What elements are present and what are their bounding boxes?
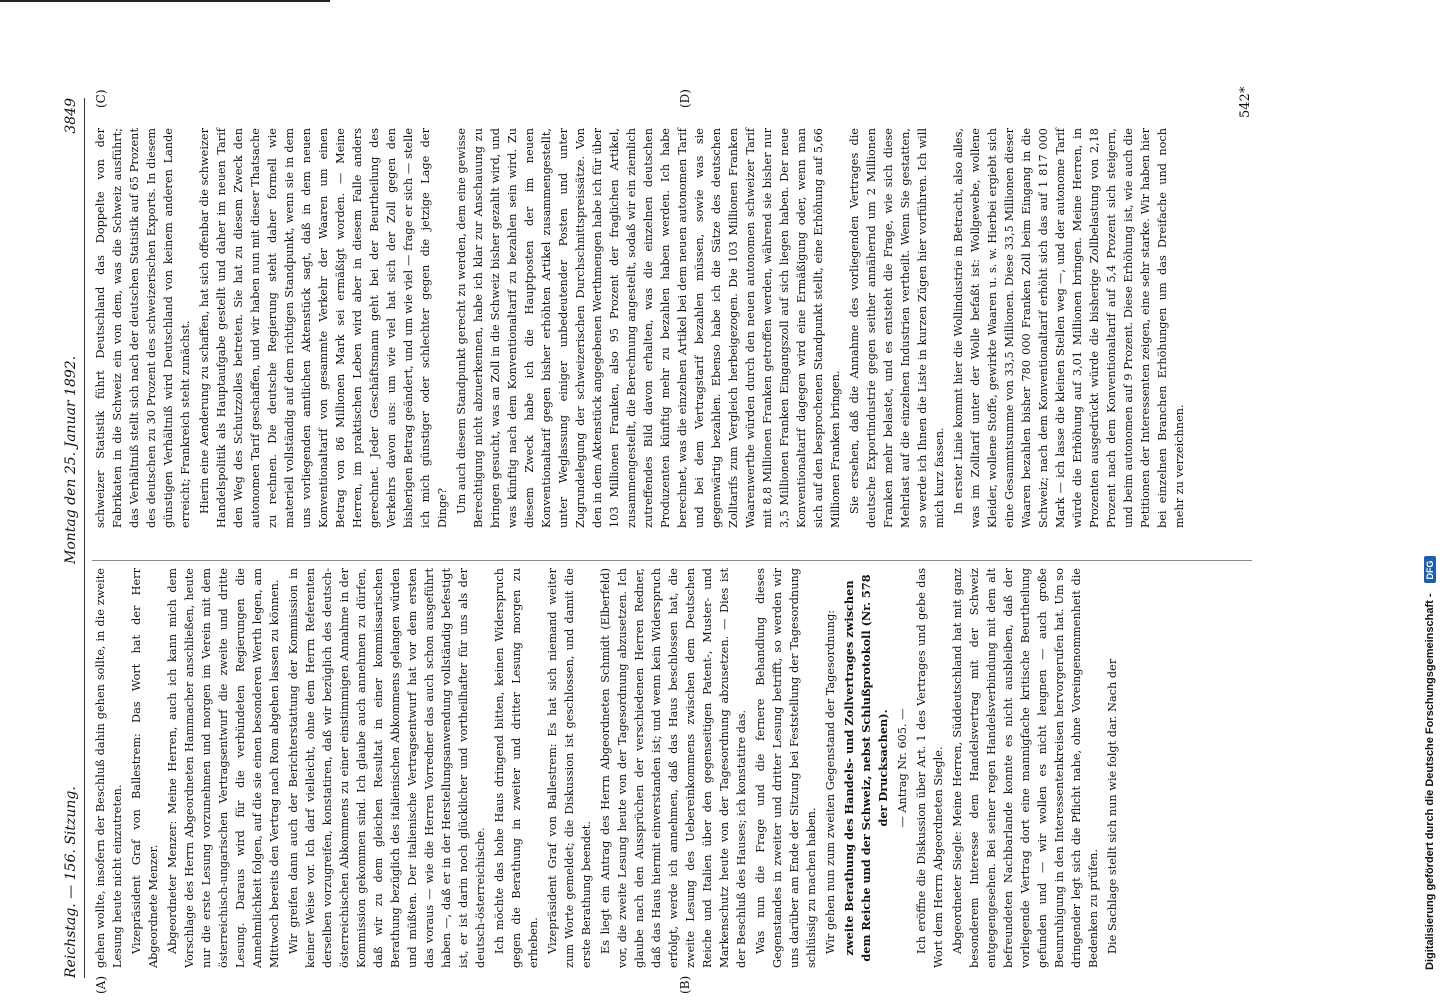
paragraph: schweizer Statistik führt Deutschland das Doppelte von der Fabrikaten in die Schweiz ein von dem, was die Schweiz ausführt; das Verhältniß stellt sich nach der deutschen Statistik auf 65 Prozent des deutschen zu 30 Prozent des schweizerischen Exports. In diesem günstigen Verhältniß wird Deutschland von keinem anderen Lande erreicht; Frankreich steht zunächst. (94, 128, 192, 528)
paragraph: Die Sachlage stellt sich nun wie folgt dar. Nach der (1106, 658, 1119, 954)
paragraph: Vizepräsident Graf von Ballestrem: Das Wort hat der Herr Abgeordnete Menzer. (130, 568, 160, 968)
paragraph: Es liegt ein Antrag des Herrn Abgeordneten Schmidt (Elberfeld) vor, die zweite Lesung heute von der Tagesordnung abzusetzen. Ich glaube nach den Aussprüchen der verschiedenen Herren Redner, daß das Haus hiermit einverstanden ist; und wenn kein Widerspruch erfolgt, werde ich annehmen, daß das Haus beschlossen hat, die zweite Lesung des Uebereinkommens zwischen dem Deutschen Reiche und Italien über den gegenseitigen Patent-, Muster- und Markenschutz heute von der Tagesordnung abzusetzen. — Dies ist der Beschluß des Hauses; ich konstatire das. (599, 568, 748, 968)
paragraph: Abgeordneter Siegle: Meine Herren, Süddeutschland hat mit ganz besonderem Interesse dem Handelsvertrag mit der Schweiz entgegengesehen. Bei seiner regen Handelsverbindung mit dem alt befreundeten Nachbarlande konnte es nicht ausbleiben, daß der vorliegende Vertrag dort eine mannigfache kritische Beurtheilung gefunden und — wir wollen es nicht leugnen — auch große Beunruhigung in den Interessentenkreisen hervorgerufen hat. Um so dringender legt sich die Pflicht nahe, ohne Voreingenommenheit die Bedenken zu prüfen. (951, 568, 1100, 968)
paragraph: Hierin eine Aenderung zu schaffen, hat sich offenbar die schweizer Handelspolitik als Hauptaufgabe gestellt und daher im neuen Tarif den Weg des Schutzzolles betreten. Sie hat zu diesem Zweck den autonomen Tarif geschaffen, und wir haben nun mit dieser Thatsache zu rechnen. Die deutsche Regierung steht daher formell wie materiell vollständig auf dem richtigen Standpunkt, wenn sie in dem uns vorliegenden amtlichen Aktenstück sagt, daß in dem neuen Konventionaltarif von gesammte Verkehr der Waaren um einen Betrag von 86 Millionen Mark sei ermäßigt worden. — Meine Herren, im praktischen Leben wird aber in diesem Falle anders gerechnet. Jeder Geschäftsmann geht bei der Beurtheilung des Verkehrs davon aus: um wie viel hat sich der Zoll gegen den bisherigen Betrag geändert, und um wie viel — frage er sich — stelle ich mich günstiger oder schlechter gegen die jetzige Lage der Dinge? (198, 128, 449, 528)
paragraph: In erster Linie kommt hier die Wollindustrie in Betracht, also alles, was im Zolltarif unter der Wolle befaßt ist: Wollgewebe, wollene Kleider, wollene Stoffe, gewirkte Waaren u. s. w. Hierbei ergiebt sich eine Gesammtsumme von 33,5 Millionen. Diese 33,5 Millionen dieser Waaren bezahlen bisher 780 000 Franken Zoll beim Eingang in die Schweiz; nach dem Konventionaltarif erhöht sich das auf 1 817 000 Mark — ich lasse die kleinen Stellen weg —, und der autonome Tarif würde die Erhöhung auf 3,01 Millionen bringen. Meine Herren, in Prozenten ausgedrückt würde die bisherige Zollbelastung von 2,18 Prozent nach dem Konventionaltarif auf 5,4 Prozent sich steigern, und beim autonomen auf 9 Prozent. Diese Erhöhung ist, wie auch die Petitionen der Interessenten zeigen, eine sehr starke. Wir haben hier bei einzelnen Branchen Erhöhungen um das Dreifache und noch mehr zu verzeichnen. (952, 128, 1186, 528)
agenda-heading: zweite Berathung des Handels- und Zollvertrages zwischen dem Reiche und der Schweiz, nebst Schlußprotokoll (Nr. 578 der Drucksachen). (842, 574, 890, 962)
margin-marker-b: (B) (678, 975, 692, 994)
margin-marker-a: (A) (94, 975, 108, 994)
column-divider (92, 560, 1252, 561)
page-number: 3849 (63, 98, 79, 134)
signature-number: 542* (1238, 86, 1253, 118)
dfg-logo: DFG (1424, 556, 1436, 583)
paragraph: Ich eröffne die Diskussion über Art. 1 des Vertrages und gebe das Wort dem Herrn Abgeordneten Siegle. (915, 568, 945, 968)
top-rule (0, 0, 330, 2)
paragraph: Abgeordneter Menzer: Meine Herren, auch ich kann mich dem Vorschlage des Herrn Abgeordneten Hammacher anschließen, heute nur die erste Lesung vorzunehmen und morgen im Verein mit dem österreichisch-ungarischen Vertragsentwurf die zweite und dritte Lesung. Daraus wird für die verbündeten Regierungen die Annehmlichkeit folgen, auf die sie einen besonderen Werth legen, am Mittwoch bereits den Vertrag nach Rom abgehen lassen zu können. (166, 568, 281, 968)
rotated-page-content (58, 78, 1313, 998)
header-center: Montag den 25. Januar 1892. (63, 355, 79, 565)
agenda-note: — Antrag Nr. 605. — (896, 708, 909, 828)
credit-text: Digitalisierung gefördert durch die Deutsche Forschungsgemeinschaft - (1424, 593, 1436, 970)
running-header (58, 98, 85, 978)
paragraph: Sie ersehen, daß die Annahme des vorliegenden Vertrages die deutsche Exportindustrie gegen seither annähernd um 2 Millionen Franken mehr belastet, und es entsteht die Frage, wie sich diese Mehrlast auf die einzelnen Industrien vertheilt. Wenn Sie gestatten, so werde ich Ihnen die Liste in kurzen Zügen hier vorführen. Ich will mich kurz fassen. (848, 128, 946, 528)
paragraph: Ich möchte das hohe Haus dringend bitten, keinen Widerspruch gegen die Berathung in zweiter und dritter Lesung morgen zu erheben. (493, 568, 540, 968)
right-column (92, 128, 1292, 528)
margin-marker-d: (D) (678, 89, 692, 108)
margin-marker-c: (C) (94, 89, 108, 108)
scanned-page (58, 58, 1318, 998)
paragraph: Wir greifen dann auch der Berichterstattung der Kommission in keiner Weise vor. Ich darf vielleicht, ohne dem Herrn Referenten derselben vorzugreifen, konstatiren, daß wir bezüglich des deutsch-österreichischen Abkommens zu einer einstimmigen Annahme in der Kommission gekommen sind. Ich glaube auch annehmen zu dürfen, daß wir zu dem gleichen Resultat in einer kommissarischen Berathung bezüglich des italienischen Abkommens gelangen würden und müßten. Der italienische Vertragsentwurf hat vor dem ersten das voraus — wie die Herren Vorredner das auch schon ausgeführt haben —, daß er in der Herstellungsanwendung vollständig befestigt ist, er ist darin noch glücklicher und vortheilhafter für uns als der deutsch-österreichische. (287, 568, 487, 968)
paragraph: gehen wollte, insofern der Beschluß dahin gehen sollte, in die zweite Lesung heute nicht einzutreten. (94, 568, 124, 968)
paragraph: Um auch diesem Standpunkt gerecht zu werden, dem eine gewisse Berechtigung nicht abzuerkennen, habe ich klar zur Anschauung zu bringen gesucht, was an Zoll in die Schweiz bisher gezahlt wird, und was künftig nach dem Konventionaltarif zu bezahlen sein wird. Zu diesem Zweck habe ich die Hauptposten der im neuen Konventionaltarif gegen bisher erhöhten Artikel zusammengestellt, unter Weglassung einiger unbedeutender Posten und unter Zugrundelegung der schweizerischen Durchschnittspreissätze. Von den in dem Aktenstück angegebenen Werthmengen habe ich für über 103 Millionen Franken, also 95 Prozent der fraglichen Artikel, zusammengestellt, die Berechnung angestellt, sodaß wir ein ziemlich zutreffendes Bild davon erhalten, was die einzelnen deutschen Produzenten künftig mehr zu bezahlen haben werden. Ich habe berechnet, was die einzelnen Artikel bei dem neuen autonomen Tarif und bei dem Vertragstarif bezahlen müssen, sowie was sie gegenwärtig bezahlen. Ebenso habe ich die Sätze des deutschen Zolltarifs zum Vergleich herbeigezogen. Die 103 Millionen Franken Waarenwerthe würden durch den neuen autonomen schweizer Tarif mit 8,8 Millionen Franken getroffen werden, während sie bisher nur 3,5 Millionen Franken Eingangszoll auf sich liegen haben. Der neue Konventionaltarif dagegen wird eine Ermäßigung oder, wenn man sich auf den besprochenen Standpunkt stellt, eine Erhöhung auf 5,66 Millionen Franken bringen. (455, 128, 842, 528)
header-left: Reichstag. — 156. Sitzung. (63, 786, 79, 978)
left-column (92, 568, 1292, 968)
paragraph: Was nun die Frage und die fernere Behandlung dieses Gegenstandes in zweiter und dritter Lesung betrifft, so werden wir uns darüber am Ende der Sitzung bei Feststellung der Tagesordnung schlüssig zu machen haben. (754, 568, 818, 968)
side-credit (1420, 10, 1440, 970)
paragraph: Wir gehen nun zum zweiten Gegenstand der Tagesordnung: (824, 609, 837, 954)
paragraph: Vizepräsident Graf von Ballestrem: Es hat sich niemand weiter zum Worte gemeldet; die Diskussion ist geschlossen, und damit die erste Berathung beendet. (546, 568, 593, 968)
